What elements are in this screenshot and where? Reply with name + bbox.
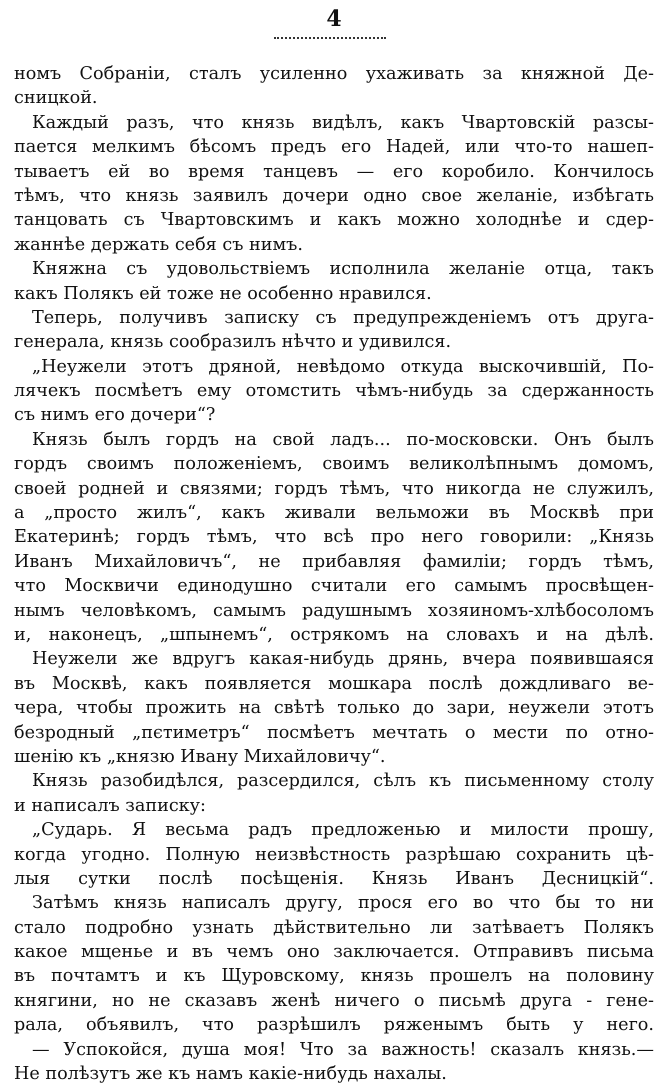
text-line: тываетъ ей во время танцевъ — его коробило. Кончилось (14, 161, 654, 182)
text-line: танцовать съ Чвартовскимъ и какъ можно холоднѣе и сдер- (14, 210, 654, 231)
text-line: княгини, но не сказавъ женѣ ничего о письмѣ друга - гене- (14, 990, 654, 1011)
text-line: какое мщенье и въ чемъ оно заключается. Отправивъ письма (14, 942, 654, 963)
text-line: Не полѣзутъ же къ намъ какіе-нибудь нахалы. (14, 1064, 447, 1085)
text-line: Теперь, получивъ записку съ предупрежденіемъ отъ друга- (32, 307, 654, 328)
text-line: какъ Полякъ ей тоже не особенно нравился. (14, 283, 432, 304)
header-dotted-rule (274, 37, 386, 39)
text-line: пается мелкимъ бѣсомъ предъ его Надей, или что-то нашеп- (14, 137, 654, 158)
text-line: въ почтамтъ и къ Щуровскому, князь прошелъ на половину (14, 966, 654, 987)
text-line: Иванъ Михайловичъ“, не прибавляя фамиліи; гордъ тѣмъ, (14, 551, 654, 572)
text-line: когда угодно. Полную неизвѣстность разрѣшаю сохранить цѣ- (14, 844, 654, 865)
text-line: въ Москвѣ, какъ появляется мошкара послѣ дождливаго ве- (14, 673, 654, 694)
text-line: своей родней и связями; гордъ тѣмъ, что никогда не служилъ, (14, 478, 654, 499)
page-number: 4 (326, 6, 342, 32)
text-line: что Москвичи единодушно считали его самымъ просвѣщен- (14, 576, 654, 597)
text-line: генерала, князь сообразилъ нѣчто и удивился. (14, 332, 452, 353)
text-line: гордъ своимъ положеніемъ, своимъ великолѣпнымъ домомъ, (14, 454, 654, 475)
text-line: нымъ человѣкомъ, самымъ радушнымъ хозяиномъ-хлѣбосоломъ (14, 600, 654, 621)
text-line: лыя сутки послѣ посѣщенія. Князь Иванъ Десницкій“. (14, 868, 654, 889)
text-line: шенію къ „князю Ивану Михайловичу“. (14, 746, 386, 767)
text-line: а „просто жилъ“, какъ живали вельможи въ Москвѣ при (14, 503, 654, 524)
body-text (14, 62, 654, 1086)
text-line: „Сударь. Я весьма радъ предложенью и милости прошу, (32, 820, 654, 841)
text-line: Князь былъ гордъ на свой ладъ... по-московски. Онъ былъ (32, 429, 654, 450)
text-line: съ нимъ его дочери“? (14, 405, 216, 426)
text-line: жаннѣе держать себя съ нимъ. (14, 234, 303, 255)
text-line: номъ Собраніи, сталъ усиленно ухаживать за княжной Де- (14, 64, 654, 84)
text-line: сницкой. (14, 88, 98, 109)
text-line: Каждый разъ, что князь видѣлъ, какъ Чвартовскій разсы- (32, 112, 654, 133)
text-line: тѣмъ, что князь заявилъ дочери одно свое желаніе, избѣгать (14, 185, 654, 206)
text-line: Князь разобидѣлся, разсердился, сѣлъ къ письменному столу (32, 771, 654, 792)
text-line: Княжна съ удовольствіемъ исполнила желаніе отца, такъ (32, 259, 654, 280)
text-line: Затѣмъ князь написалъ другу, прося его во что бы то ни (32, 893, 654, 914)
text-line: чера, чтобы прожить на свѣтѣ только до зари, неужели этотъ (14, 698, 654, 719)
text-line: безродный „пєтиметръ“ посмѣетъ мечтать о мести по отно- (14, 722, 654, 743)
text-line: „Неужели этотъ дряной, невѣдомо откуда выскочившій, По- (32, 356, 654, 377)
text-line: Неужели же вдругъ какая-нибудь дрянь, вчера появившаяся (32, 649, 654, 670)
text-line: стало подробно узнать дѣйствительно ли затѣваетъ Полякъ (14, 917, 654, 938)
text-line: и, наконецъ, „шпынемъ“, острякомъ на словахъ и на дѣлѣ. (14, 624, 654, 645)
text-line: — Успокойся, душа моя! Что за важность! сказалъ князь.— (32, 1039, 654, 1060)
text-line: и написалъ записку: (14, 795, 206, 816)
text-line: Екатеринѣ; гордъ тѣмъ, что всѣ про него говорили: „Князь (14, 527, 654, 548)
text-line: рала, объявилъ, что разрѣшилъ ряженымъ быть у него. (14, 1015, 654, 1036)
text-line: лячекъ посмѣетъ ему отомстить чѣмъ-нибудь за сдержанность (14, 381, 654, 402)
